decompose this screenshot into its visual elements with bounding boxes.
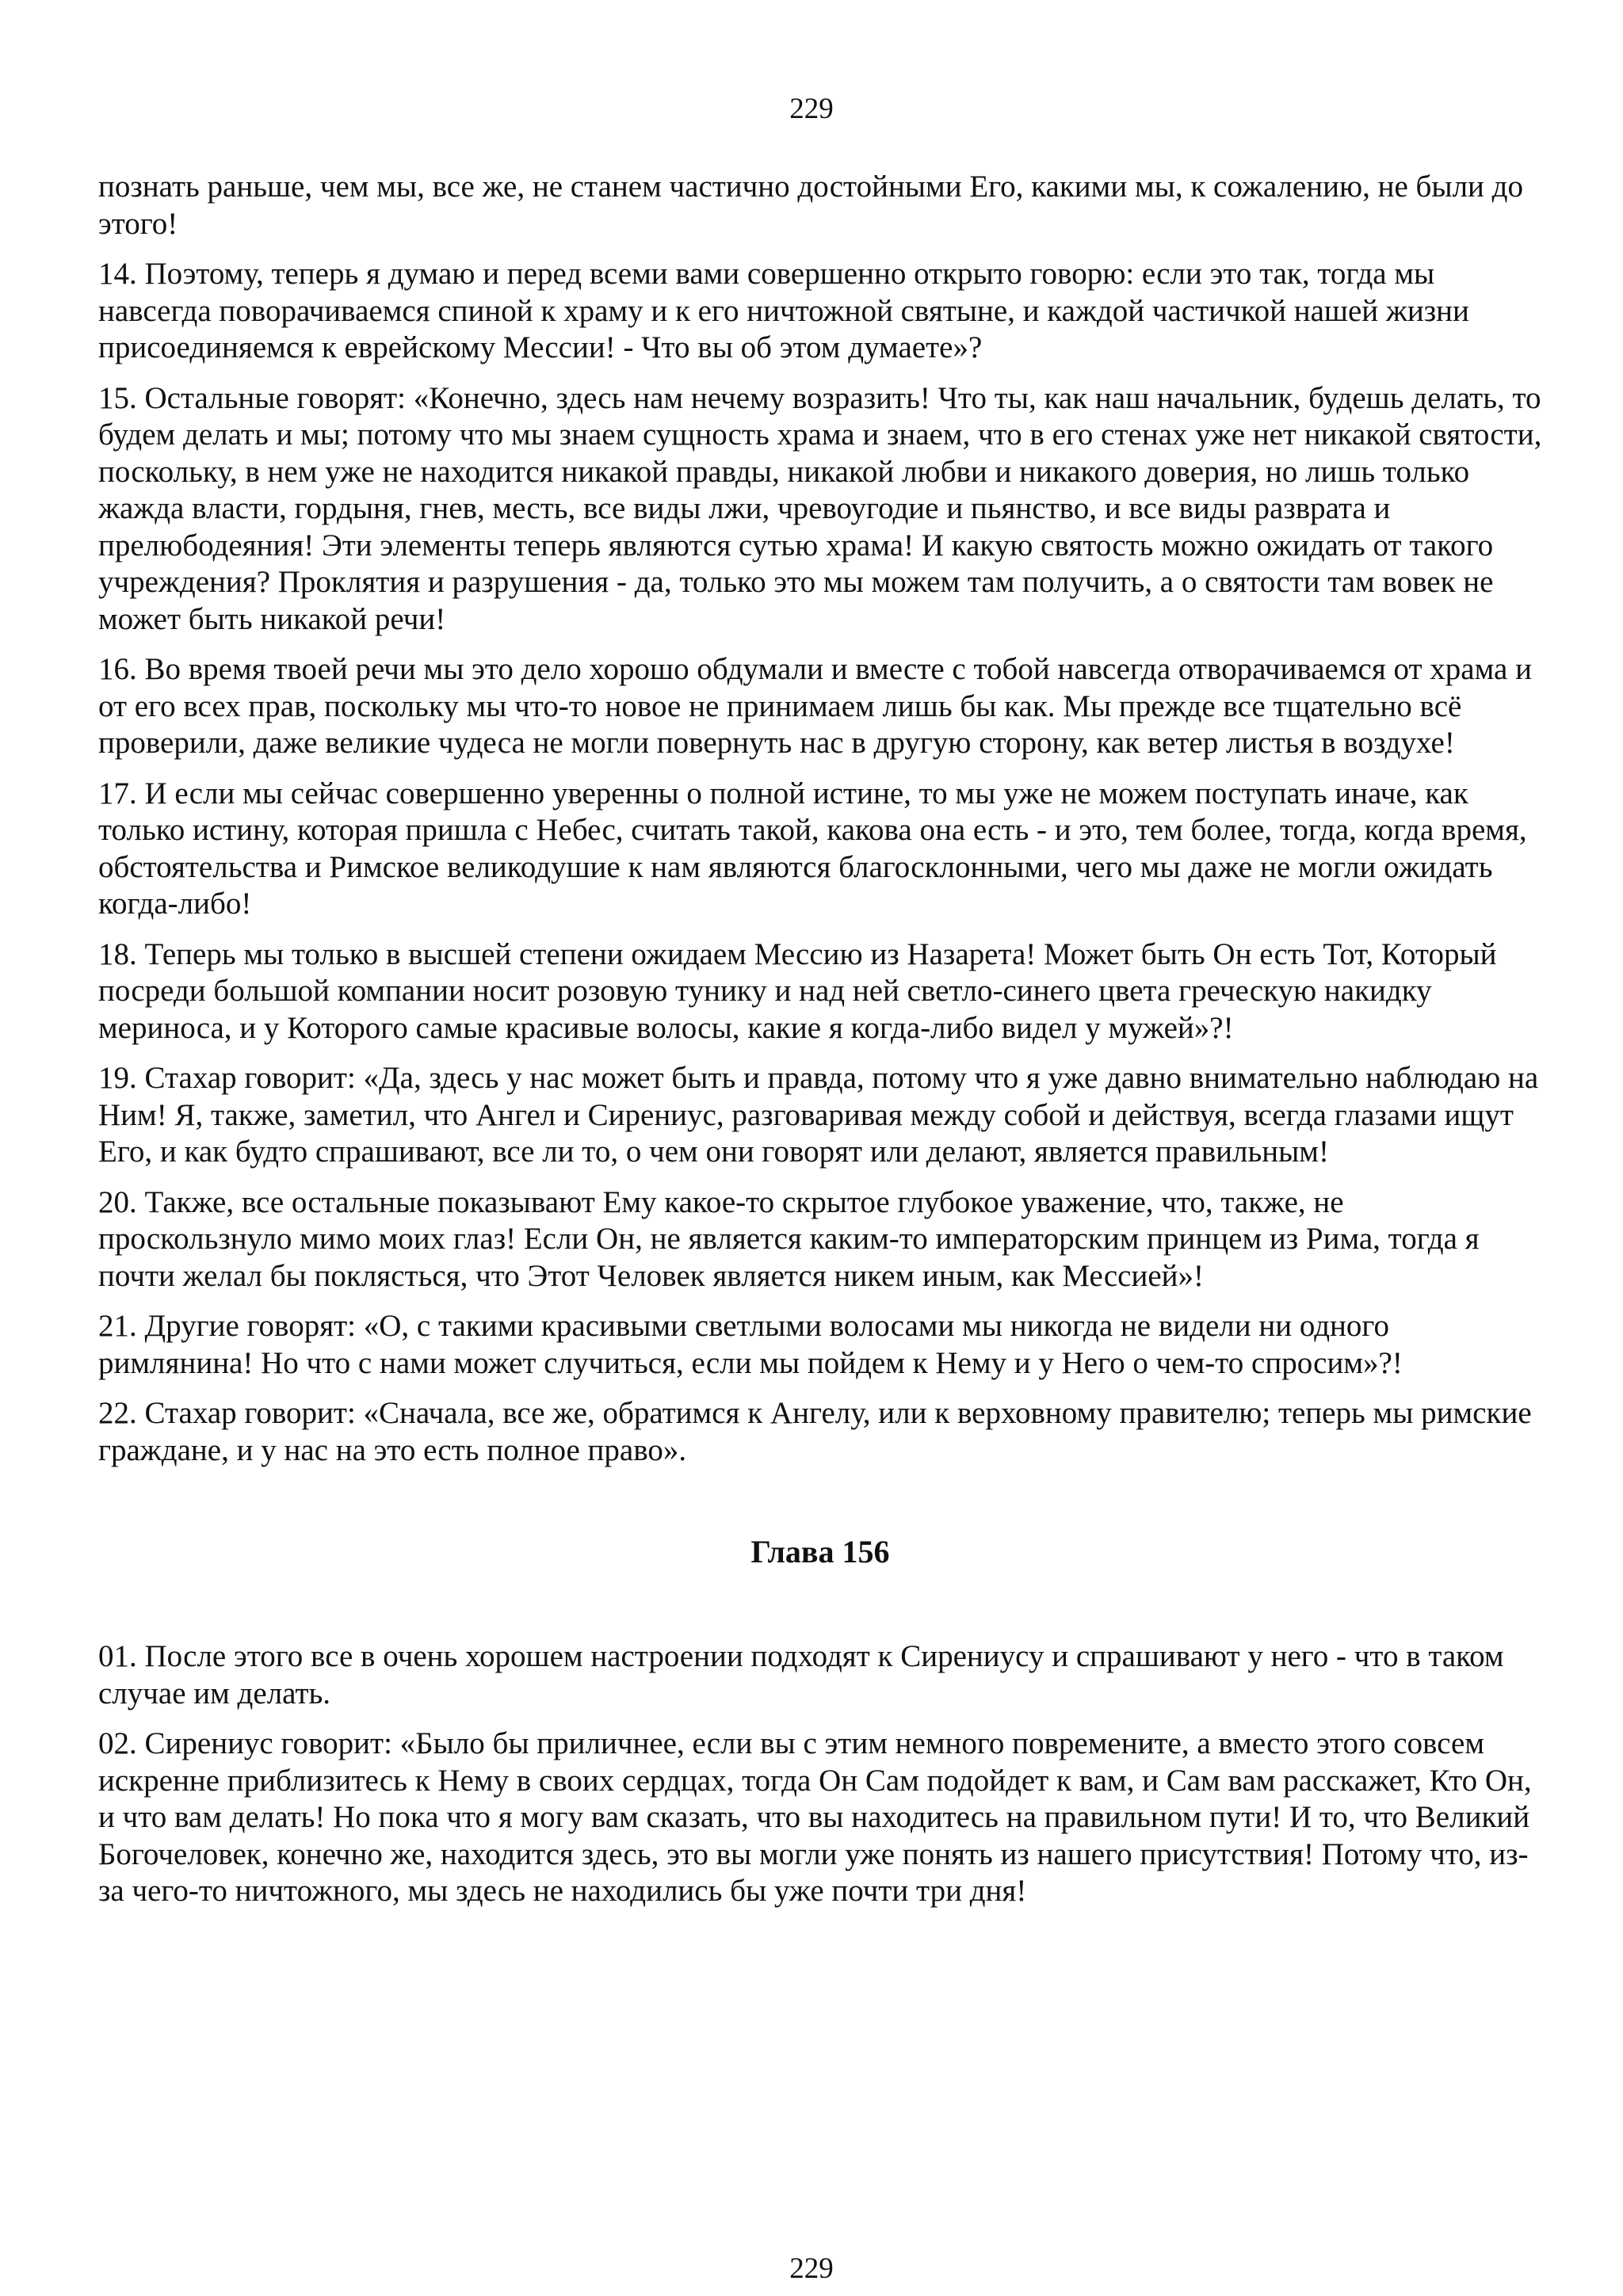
body-text [98,169,1542,1924]
paragraph-18: 18. Теперь мы только в высшей степени ожидаем Мессию из Назарета! Может быть Он есть Тот, Который посреди большой компании носит розовую тунику и над ней светло-синего цвета греческую накидку мериноса, и у Которого самые красивые волосы, какие я когда-либо видел у мужей»?! [98,936,1497,1045]
paragraph-intro: познать раньше, чем мы, все же, не станем частично достойными Его, какими мы, к сожалению, не были до этого! [98,170,1524,241]
paragraph-02: 02. Сирениус говорит: «Было бы приличнее, если вы с этим немного повремените, а вместо этого совсем искренне приблизитесь к Нему в своих сердцах, тогда Он Сам подойдет к вам, и Сам вам расскажет, Кто Он, и что вам делать! Но пока что я могу вам сказать, что вы находитесь на правильном пути! И то, что Великий Богочеловек, конечно же, находится здесь, это вы могли уже понять из нашего присутствия! Потому что, из-за чего-то ничтожного, мы здесь не находились бы уже почти три дня! [98,1726,1532,1908]
paragraph-16: 16. Во время твоей речи мы это дело хорошо обдумали и вместе с тобой навсегда отворачиваемся от храма и от его всех прав, поскольку мы что-то новое не принимаем лишь бы как. Мы прежде все тщательно всё проверили, даже великие чудеса не могли повернуть нас в другую сторону, как ветер листья в воздухе! [98,652,1532,760]
paragraph-14: 14. Поэтому, теперь я думаю и перед всеми вами совершенно открыто говорю: если это так, тогда мы навсегда поворачиваемся спиной к храму и к его ничтожной святыне, и каждой частичкой нашей жизни присоединяемся к еврейскому Мессии! - Что вы об этом думаете»? [98,257,1469,364]
paragraph-22: 22. Стахар говорит: «Сначала, все же, обратимся к Ангелу, или к верховному правителю; теперь мы римские граждане, и у нас на это есть полное право». [98,1396,1532,1467]
page-number-top: 229 [789,93,834,125]
paragraph-19: 19. Стахар говорит: «Да, здесь у нас может быть и правда, потому что я уже давно внимательно наблюдаю на Ним! Я, также, заметил, что Ангел и Сирениус, разговаривая между собой и действуя, всегда глазами ищут Его, и как будто спрашивают, все ли то, о чем они говорят или делают, является правильным! [98,1061,1539,1169]
paragraph-15: 15. Остальные говорят: «Конечно, здесь нам нечему возразить! Что ты, как наш начальник, будешь делать, то будем делать и мы; потому что мы знаем сущность храма и знаем, что в его стенах уже нет никакой святости, поскольку, в нем уже не находится никакой правды, никакой любви и никакого доверия, но лишь только жажда власти, гордыня, гнев, месть, все виды лжи, чревоугодие и пьянство, и все виды разврата и прелюбодеяния! Эти элементы теперь являются сутью храма! И какую святость можно ожидать от такого учреждения? Проклятия и разрушения - да, только это мы можем там получить, а о святости там вовек не может быть никакой речи! [98,380,1542,636]
paragraph-21: 21. Другие говорят: «О, с такими красивыми светлыми волосами мы никогда не видели ни одного римлянина! Но что с нами может случиться, если мы пойдем к Нему и у Него о чем-то спросим»?! [98,1309,1403,1380]
page-number-bottom: 229 [789,2252,834,2285]
paragraph-17: 17. И если мы сейчас совершенно уверенны о полной истине, то мы уже не можем поступать иначе, как только истину, которая пришла с Небес, считать такой, какова она есть - и это, тем более, тогда, когда время, обстоятельства и Римское великодушие к нам являются благосклонными, чего мы даже не могли ожидать когда-либо! [98,776,1527,921]
paragraph-20: 20. Также, все остальные показывают Ему какое-то скрытое глубокое уважение, что, также, не проскользнуло мимо моих глаз! Если Он, не является каким-то императорским принцем из Рима, тогда я почти желал бы поклясться, что Этот Человек является никем иным, как Мессией»! [98,1184,1480,1293]
chapter-title: Глава 156 [750,1534,890,1569]
paragraph-01: 01. После этого все в очень хорошем настроении подходят к Сирениусу и спрашивают у него - что в таком случае им делать. [98,1639,1504,1711]
